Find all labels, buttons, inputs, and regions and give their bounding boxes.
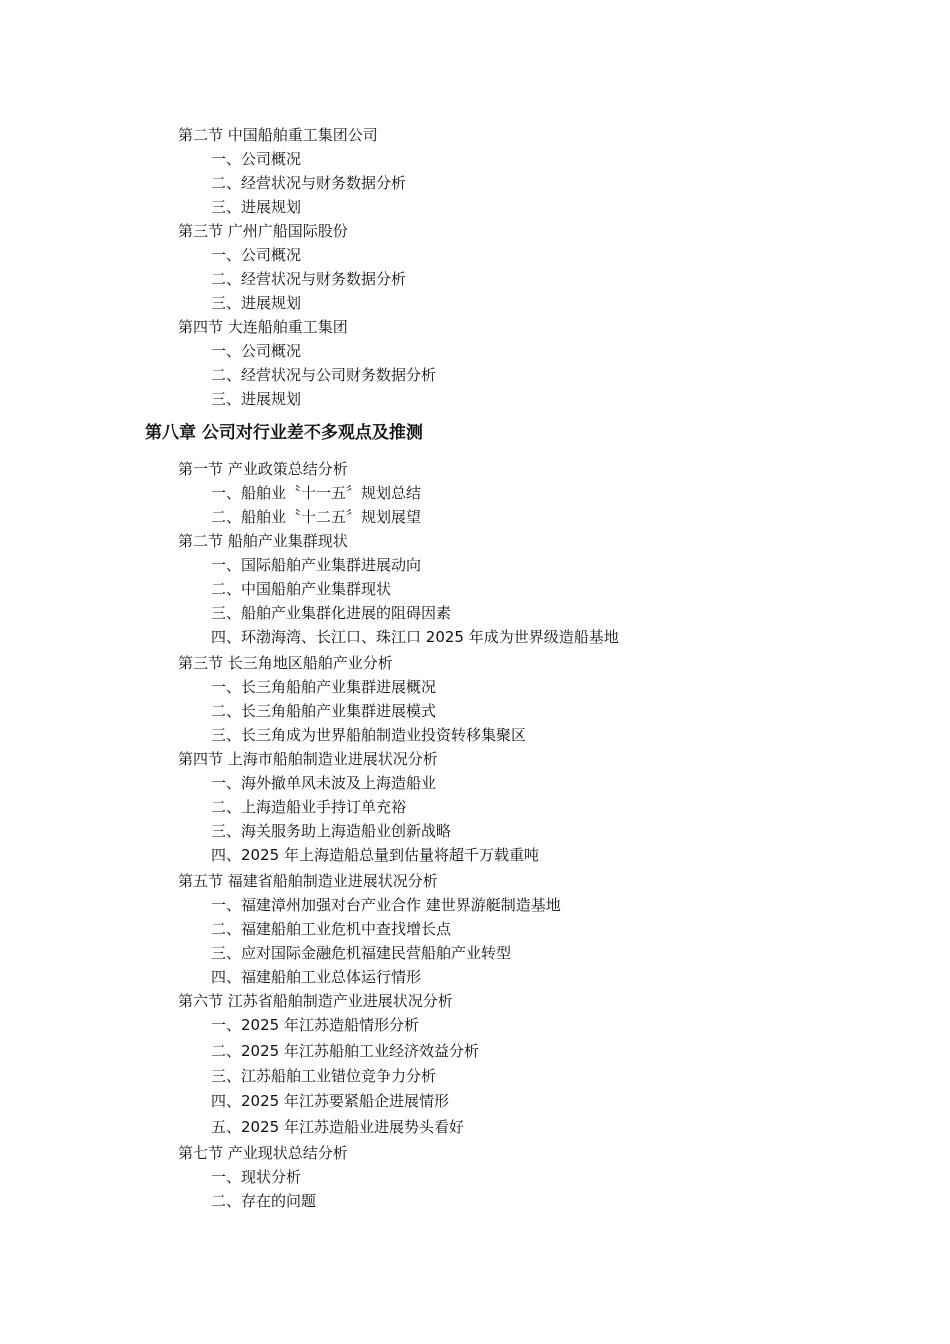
toc-item: 二、上海造船业手持订单充裕 <box>211 798 407 816</box>
toc-item: 五、2025 年江苏造船业进展势头看好 <box>211 1118 464 1136</box>
toc-item: 二、福建船舶工业危机中查找增长点 <box>211 920 452 938</box>
section-heading: 第五节 福建省船舶制造业进展状况分析 <box>178 872 438 890</box>
toc-item: 一、海外撤单风未波及上海造船业 <box>211 774 437 792</box>
toc-item: 一、国际船舶产业集群进展动向 <box>211 556 422 574</box>
toc-item: 二、存在的问题 <box>211 1192 317 1210</box>
toc-item: 四、2025 年上海造船总量到估量将超千万载重吨 <box>211 846 539 864</box>
section-heading: 第二节 船舶产业集群现状 <box>178 532 348 550</box>
toc-item: 一、公司概况 <box>211 150 302 168</box>
section-heading: 第六节 江苏省船舶制造产业进展状况分析 <box>178 992 453 1010</box>
section-heading: 第三节 长三角地区船舶产业分析 <box>178 654 393 672</box>
toc-item: 三、江苏船舶工业错位竞争力分析 <box>211 1067 437 1085</box>
toc-item: 二、2025 年江苏船舶工业经济效益分析 <box>211 1042 479 1060</box>
toc-item: 四、2025 年江苏要紧船企进展情形 <box>211 1092 449 1110</box>
toc-item: 四、福建船舶工业总体运行情形 <box>211 968 422 986</box>
section-heading: 第七节 产业现状总结分析 <box>178 1144 348 1162</box>
toc-item: 三、海关服务助上海造船业创新战略 <box>211 822 452 840</box>
toc-item: 三、进展规划 <box>211 294 302 312</box>
toc-item: 三、船舶产业集群化进展的阻碍因素 <box>211 604 452 622</box>
section-heading: 第四节 上海市船舶制造业进展状况分析 <box>178 750 438 768</box>
toc-item: 一、公司概况 <box>211 246 302 264</box>
section-heading: 第三节 广州广船国际股份 <box>178 222 348 240</box>
toc-item: 一、公司概况 <box>211 342 302 360</box>
toc-item: 一、长三角船舶产业集群进展概况 <box>211 678 437 696</box>
toc-item: 一、2025 年江苏造船情形分析 <box>211 1016 419 1034</box>
toc-item: 三、进展规划 <box>211 198 302 216</box>
toc-item: 三、进展规划 <box>211 390 302 408</box>
toc-item: 二、中国船舶产业集群现状 <box>211 580 392 598</box>
section-heading: 第二节 中国船舶重工集团公司 <box>178 126 378 144</box>
toc-item: 二、长三角船舶产业集群进展模式 <box>211 702 437 720</box>
toc-item: 一、船舶业〝十一五〞规划总结 <box>211 484 422 502</box>
toc-item: 二、经营状况与财务数据分析 <box>211 270 407 288</box>
toc-item: 二、经营状况与财务数据分析 <box>211 174 407 192</box>
toc-item: 二、经营状况与公司财务数据分析 <box>211 366 437 384</box>
toc-item: 四、环渤海湾、长江口、珠江口 2025 年成为世界级造船基地 <box>211 628 619 646</box>
toc-item: 三、应对国际金融危机福建民营船舶产业转型 <box>211 944 512 962</box>
chapter-heading: 第八章 公司对行业差不多观点及推测 <box>145 423 423 443</box>
section-heading: 第一节 产业政策总结分析 <box>178 460 348 478</box>
section-heading: 第四节 大连船舶重工集团 <box>178 318 348 336</box>
toc-item: 三、长三角成为世界船舶制造业投资转移集聚区 <box>211 726 527 744</box>
toc-item: 一、现状分析 <box>211 1168 302 1186</box>
toc-item: 二、船舶业〝十二五〞规划展望 <box>211 508 422 526</box>
toc-item: 一、福建漳州加强对台产业合作 建世界游艇制造基地 <box>211 896 561 914</box>
